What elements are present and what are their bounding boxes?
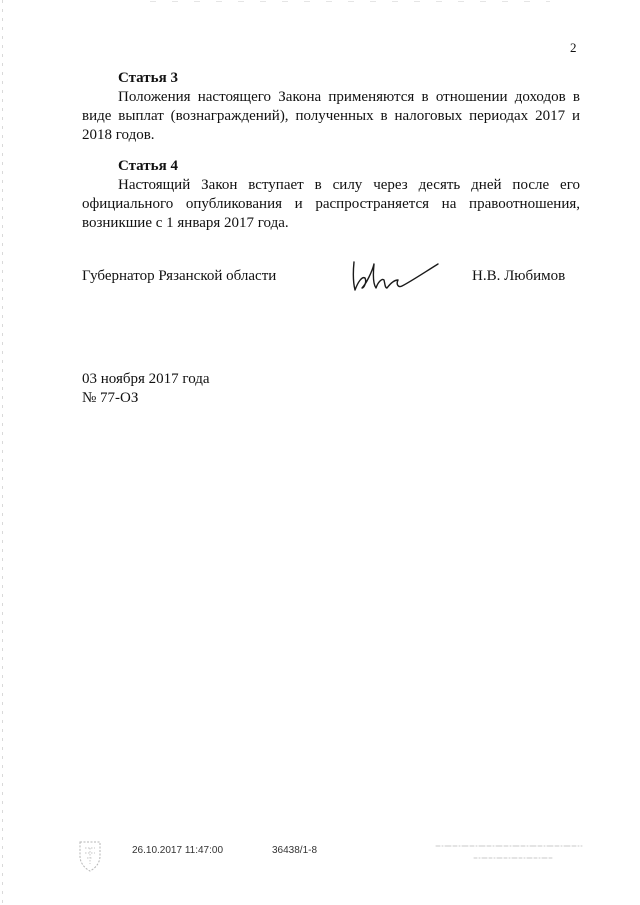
article-title: Статья 4 <box>118 158 178 174</box>
handwritten-signature <box>350 258 442 294</box>
governor-name: Н.В. Любимов <box>472 268 566 284</box>
law-number: № 77-ОЗ <box>82 390 139 406</box>
law-date: 03 ноября 2017 года <box>82 371 210 387</box>
article-4 <box>82 157 580 233</box>
footer-document-code: 36438/1-8 <box>272 845 318 856</box>
article-text: Положения настоящего Закона применяются в отношении доходов в виде выплат (вознаграждений), полученных в налоговых периодах 2017 и 2018 годов. <box>82 89 580 143</box>
footer-timestamp: 26.10.2017 11:47:00 <box>132 845 224 856</box>
article-text: Настоящий Закон вступает в силу через десять дней после его официального опубликования и распространяется на правоотношения, возникшие с 1 января 2017 года. <box>82 177 580 231</box>
faint-registration-stamp <box>434 838 584 868</box>
coat-of-arms-emblem-icon <box>76 838 104 874</box>
scan-top-mark <box>150 1 550 2</box>
governor-title: Губернатор Рязанской области <box>82 268 277 284</box>
scan-edge-mark <box>2 0 3 905</box>
article-title: Статья 3 <box>118 70 178 86</box>
page-number: 2 <box>570 40 577 55</box>
article-3 <box>82 69 580 145</box>
